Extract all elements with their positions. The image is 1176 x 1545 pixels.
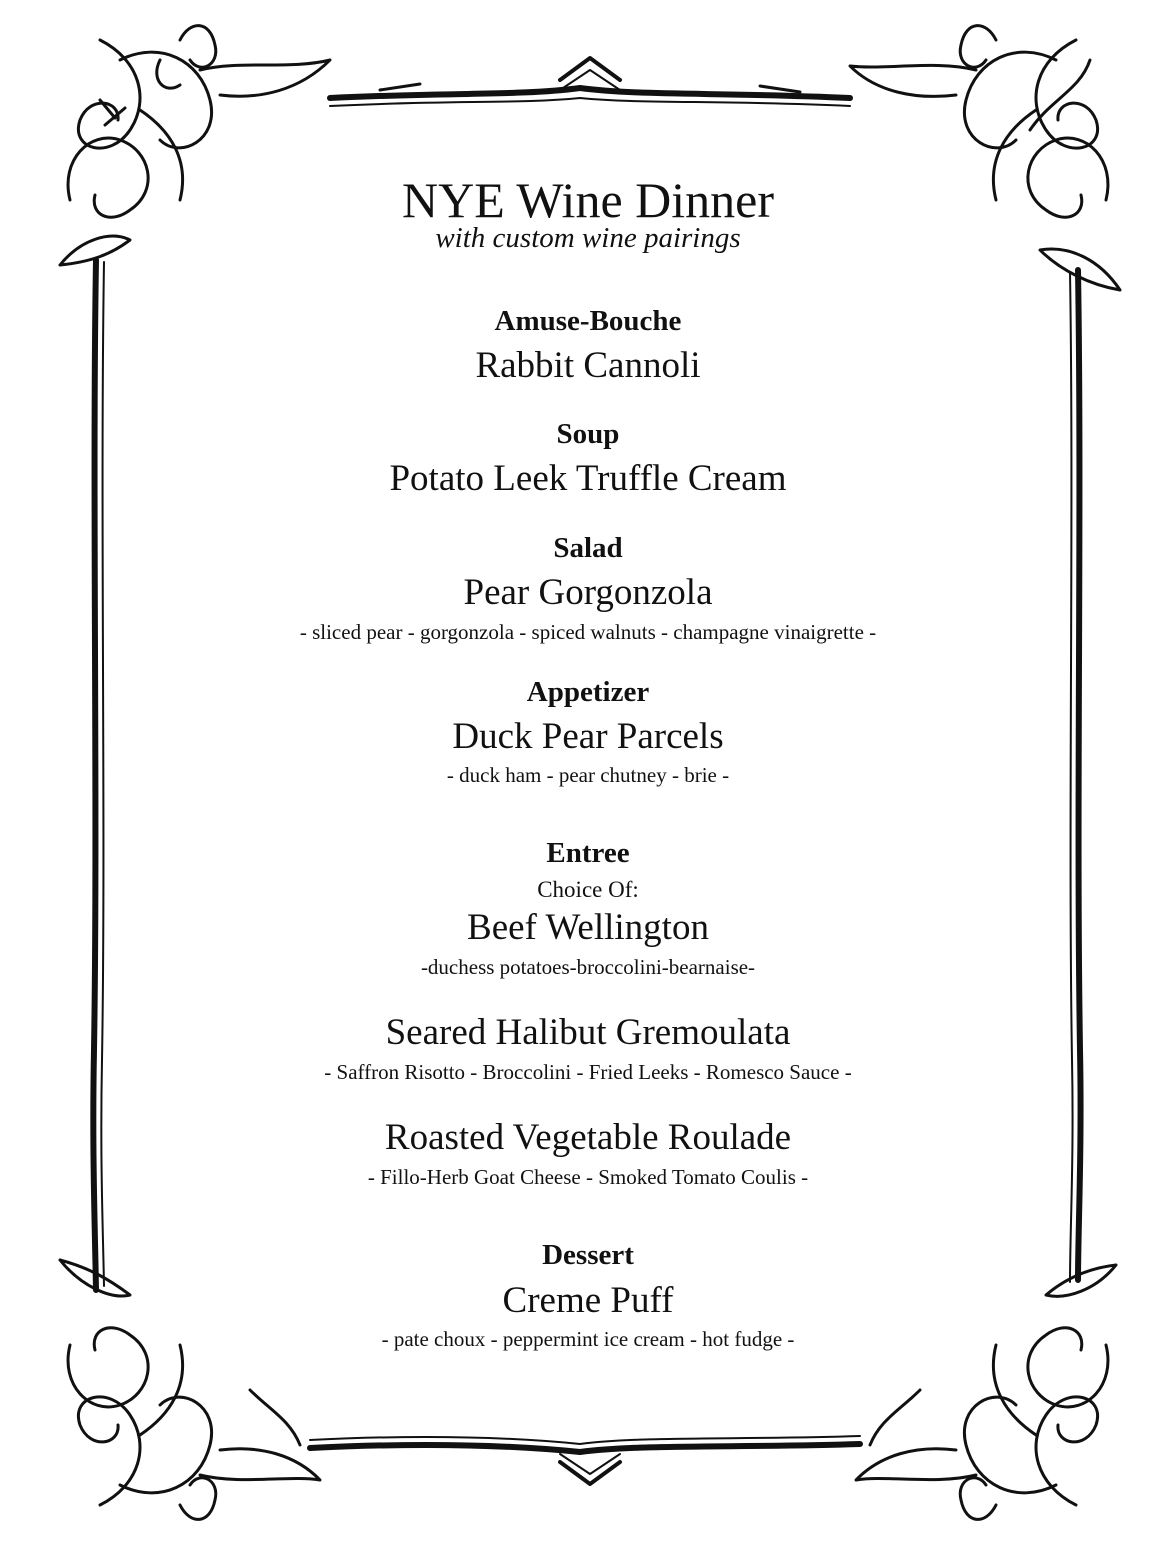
dish-dessert-description: - pate choux - peppermint ice cream - hot fudge -: [381, 1327, 795, 1351]
dish-entree-3: Roasted Vegetable Roulade: [384, 1117, 792, 1158]
dish-appetizer-description: - duck ham - pear chutney - brie -: [446, 763, 730, 787]
dish-salad-description: - sliced pear - gorgonzola - spiced walnuts - champagne vinaigrette -: [299, 620, 877, 644]
course-heading-amuse: Amuse-Bouche: [494, 305, 682, 337]
dish-appetizer: Duck Pear Parcels: [452, 716, 724, 757]
dish-entree-1: Beef Wellington: [467, 907, 709, 948]
dish-entree-3-description: - Fillo-Herb Goat Cheese - Smoked Tomato Coulis -: [367, 1165, 809, 1189]
course-heading-salad: Salad: [553, 532, 623, 564]
dish-entree-2-description: - Saffron Risotto - Broccolini - Fried Leeks - Romesco Sauce -: [324, 1060, 852, 1084]
entree-choice-label: Choice Of:: [537, 877, 639, 902]
dish-entree-2: Seared Halibut Gremoulata: [385, 1012, 791, 1053]
dish-dessert: Creme Puff: [502, 1280, 674, 1321]
dish-amuse: Rabbit Cannoli: [475, 345, 701, 386]
dish-entree-1-description: -duchess potatoes-broccolini-bearnaise-: [420, 955, 756, 979]
course-heading-appetizer: Appetizer: [526, 676, 650, 708]
dish-salad: Pear Gorgonzola: [463, 572, 713, 613]
dish-soup: Potato Leek Truffle Cream: [389, 458, 787, 499]
menu-subtitle: with custom wine pairings: [435, 222, 741, 254]
course-heading-soup: Soup: [556, 418, 620, 450]
menu-title: NYE Wine Dinner: [402, 172, 774, 228]
course-heading-dessert: Dessert: [542, 1239, 634, 1271]
course-heading-entree: Entree: [546, 837, 630, 869]
